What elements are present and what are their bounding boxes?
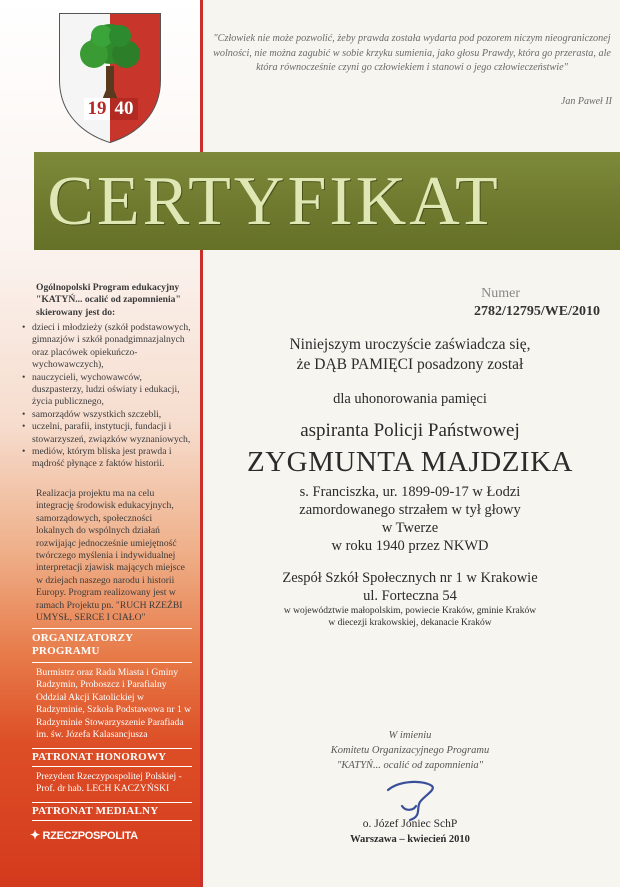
organizers-text: Burmistrz oraz Rada Miasta i Gminy Radzymin, Proboszcz i Parafialny Oddział Akcji Katolickiej w Radzyminie, Szkoła Podstawowa nr 1 w Radzyminie Stowarzyszenie Parafiada im. św. Józefa Kalasancjusza — [36, 667, 192, 741]
bio-line-1: s. Franciszka, ur. 1899-09-17 w Łodzi — [299, 484, 521, 500]
media-name: RZECZPOSPOLITA — [42, 830, 138, 842]
divider — [32, 802, 192, 803]
list-item: • nauczycieli, wychowawców, duszpasterzy, ludzi oświaty i edukacji, życia publicznego, — [22, 372, 192, 409]
honorary-text: Prezydent Rzeczypospolitej Polskiej - Prof. dr hab. LECH KACZYŃSKI — [36, 771, 182, 795]
list-item: • uczelni, parafii, instytucji, fundacji i stowarzyszeń, związków wyznaniowych, — [22, 421, 192, 446]
katyn-crest-emblem — [56, 10, 164, 146]
honorary-heading: PATRONAT HONOROWY — [32, 751, 167, 763]
place-date: Warszawa – kwiecień 2010 — [350, 834, 470, 845]
signer-name: o. Józef Joniec SchP — [362, 818, 458, 830]
project-description: Realizacja projektu ma na celu integrację środowisk edukacyjnych, samorządowych, społeczności lokalnych do wspólnych działań rozwijając jednocześnie umiejętność twórczego myślenia i indywidualnej interpretacji zjawisk mających miejsce w dziejach naszego narodu i historii Europy. Program realizowany jest w ramach Projektu pn. "RUCH RZEŹBI UMYSŁ, SERCE I CIAŁO" — [36, 488, 185, 624]
signature-intro-1: W imieniu — [388, 730, 432, 741]
bio-line-3: w Twerze — [381, 520, 439, 536]
audience-list — [22, 322, 192, 471]
honoree-name: ZYGMUNTA MAJDZIKA — [247, 446, 573, 478]
signature-intro-3: "KATYŃ... ocalić od zapomnienia" — [336, 760, 484, 771]
certify-line-1: Niniejszym uroczyście zaświadcza się, — [289, 336, 531, 353]
list-item: • samorządów wszystkich szczebli, — [22, 409, 192, 421]
crest-year-right: 40 — [110, 98, 138, 120]
honor-line: dla uhonorowania pamięci — [333, 391, 487, 407]
divider — [32, 748, 192, 749]
certificate-number: 2782/12795/WE/2010 — [473, 304, 600, 319]
red-divider — [200, 0, 203, 887]
certificate-title: CERTYFIKAT — [47, 163, 501, 240]
school-line-2: ul. Forteczna 54 — [363, 588, 457, 604]
rank-line: aspiranta Policji Państwowej — [300, 420, 520, 441]
signature-intro-2: Komitetu Organizacyjnego Programu — [330, 745, 490, 756]
quote-author: Jan Paweł II — [560, 96, 612, 107]
divider — [32, 820, 192, 821]
signature-scribble — [380, 776, 450, 824]
bio-line-4: w roku 1940 przez NKWD — [331, 538, 489, 554]
divider — [32, 662, 192, 663]
eagle-icon: ✦ — [30, 828, 40, 842]
list-item: • mediów, którym bliska jest prawda i mądrość płynące z faktów historii. — [22, 446, 192, 471]
papal-quote: "Człowiek nie może pozwolić, żeby prawda została wydarta pod pozorem niczym nieograniczonej wolności, nie można zagubić w sobie krzyku sumienia, jako głosu Prawdy, która go przerasta, ale która równocześnie czyni go człowiekiem i stanowi o jego człowieczeństwie" — [213, 33, 611, 73]
list-item: • dzieci i młodzieży (szkół podstawowych, gimnazjów i szkół ponadgimnazjalnych oraz placówek opiekuńczo-wychowawczych), — [22, 322, 192, 372]
crest-year — [84, 98, 138, 120]
organizers-heading: ORGANIZATORZY PROGRAMU — [32, 632, 133, 657]
rzeczpospolita-logo — [30, 828, 138, 842]
divider — [32, 766, 192, 767]
crest-year-left: 19 — [84, 98, 110, 120]
divider — [32, 628, 192, 629]
number-label: Numer — [481, 286, 520, 301]
bio-line-2: zamordowanego strzałem w tył głowy — [299, 502, 521, 518]
program-intro: Ogólnopolski Program edukacyjny "KATYŃ... ocalić od zapomnienia" skierowany jest do: — [36, 282, 181, 318]
school-line-1: Zespół Szkół Społecznych nr 1 w Krakowie — [282, 570, 538, 586]
media-heading: PATRONAT MEDIALNY — [32, 805, 159, 817]
region-line-1: w województwie małopolskim, powiecie Kraków, gminie Kraków — [283, 606, 537, 616]
certify-line-2: że DĄB PAMIĘCI posadzony został — [296, 356, 524, 373]
region-line-2: w diecezji krakowskiej, dekanacie Kraków — [328, 618, 492, 628]
